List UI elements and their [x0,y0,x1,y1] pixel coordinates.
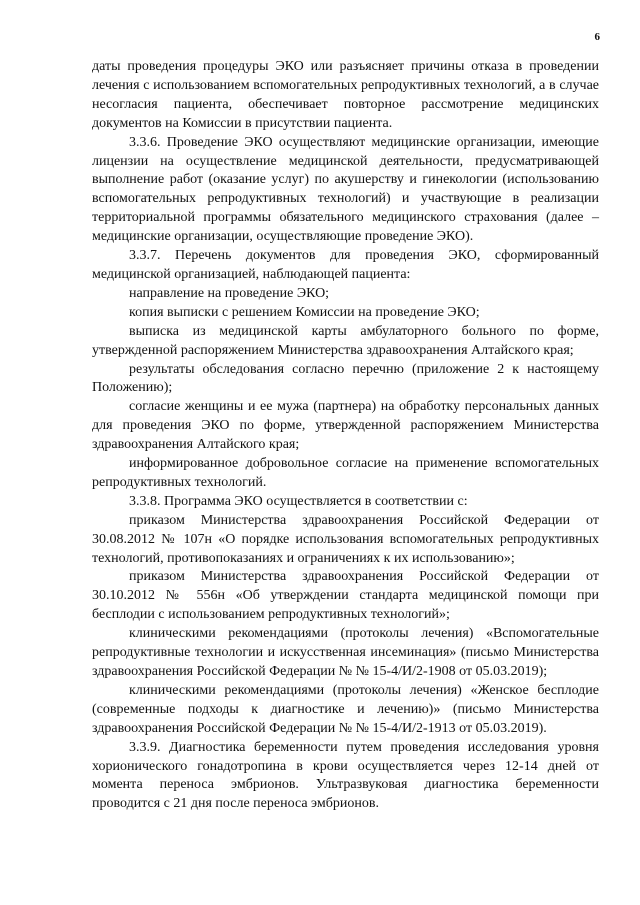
page-number: 6 [594,31,600,43]
list-item-commission-extract: копия выписки с решением Комиссии на проведение ЭКО; [129,304,480,320]
list-item-examination-results: результаты обследования согласно перечню (приложение 2 к настоящему Положению); [92,361,599,396]
list-item-clinical-guidelines-art: клиническими рекомендациями (протоколы лечения) «Вспомогательные репродуктивные технологии и искусственная инсеминация» (письмо Министерства здравоохранения Российской Федерации № № 15-4/И/2-1908 от 05.03.2019); [92,626,599,679]
list-item-personal-data-consent: согласие женщины и ее мужа (партнера) на обработку персональных данных для проведения ЭКО по форме, утвержденной распоряжением Министерства здравоохранения Алтайского края; [92,399,599,453]
paragraph-3-3-8: 3.3.8. Программа ЭКО осуществляется в соответствии с: [129,493,468,509]
paragraph-continuation: даты проведения процедуры ЭКО или разъясняет причины отказа в проведении лечения с использованием вспомогательных репродуктивных технологий, а в случае несогласия пациента, обеспечивает повторное рассмотрение медицинских документов на Комиссии в присутствии пациента. [92,59,599,131]
paragraph-3-3-7: 3.3.7. Перечень документов для проведения ЭКО, сформированный медицинской организацией, наблюдающей пациента: [92,248,599,282]
document-body [92,58,599,814]
list-item-informed-consent: информированное добровольное согласие на применение вспомогательных репродуктивных технологий. [92,456,599,490]
paragraph-3-3-6: 3.3.6. Проведение ЭКО осуществляют медицинские организации, имеющие лицензии на осуществление медицинской деятельности, предусматривающей выполнение работ (оказание услуг) по акушерству и гинекологии (использованию вспомогательных репродуктивных технологий) и участвующие в реализации территориальной программы обязательного медицинского страхования (далее – медицинские организации, осуществляющие проведение ЭКО). [92,134,599,245]
list-item-order-556n: приказом Министерства здравоохранения Российской Федерации от 30.10.2012 № 556н «Об утверждении стандарта медицинской помощи при бесплодии с использованием репродуктивных технологий»; [92,569,599,623]
list-item-referral: направление на проведение ЭКО; [129,285,330,301]
paragraph-3-3-9: 3.3.9. Диагностика беременности путем проведения исследования уровня хорионического гонадотропина в крови осуществляется через 12-14 дней от момента переноса эмбрионов. Ультразвуковая диагностика беременности проводится с 21 дня после переноса эмбрионов. [92,739,599,812]
list-item-clinical-guidelines-infertility: клиническими рекомендациями (протоколы лечения) «Женское бесплодие (современные подходы к диагностике и лечению)» (письмо Министерства здравоохранения Российской Федерации № № 15-4/И/2-1913 от 05.03.2019). [92,682,599,736]
list-item-order-107n: приказом Министерства здравоохранения Российской Федерации от 30.08.2012 № 107н «О порядке использования вспомогательных репродуктивных технологий, противопоказаниях и ограничениях к их использованию»; [92,512,599,566]
list-item-medical-card-extract: выписка из медицинской карты амбулаторного больного по форме, утвержденной распоряжением Министерства здравоохранения Алтайского края; [92,323,599,358]
